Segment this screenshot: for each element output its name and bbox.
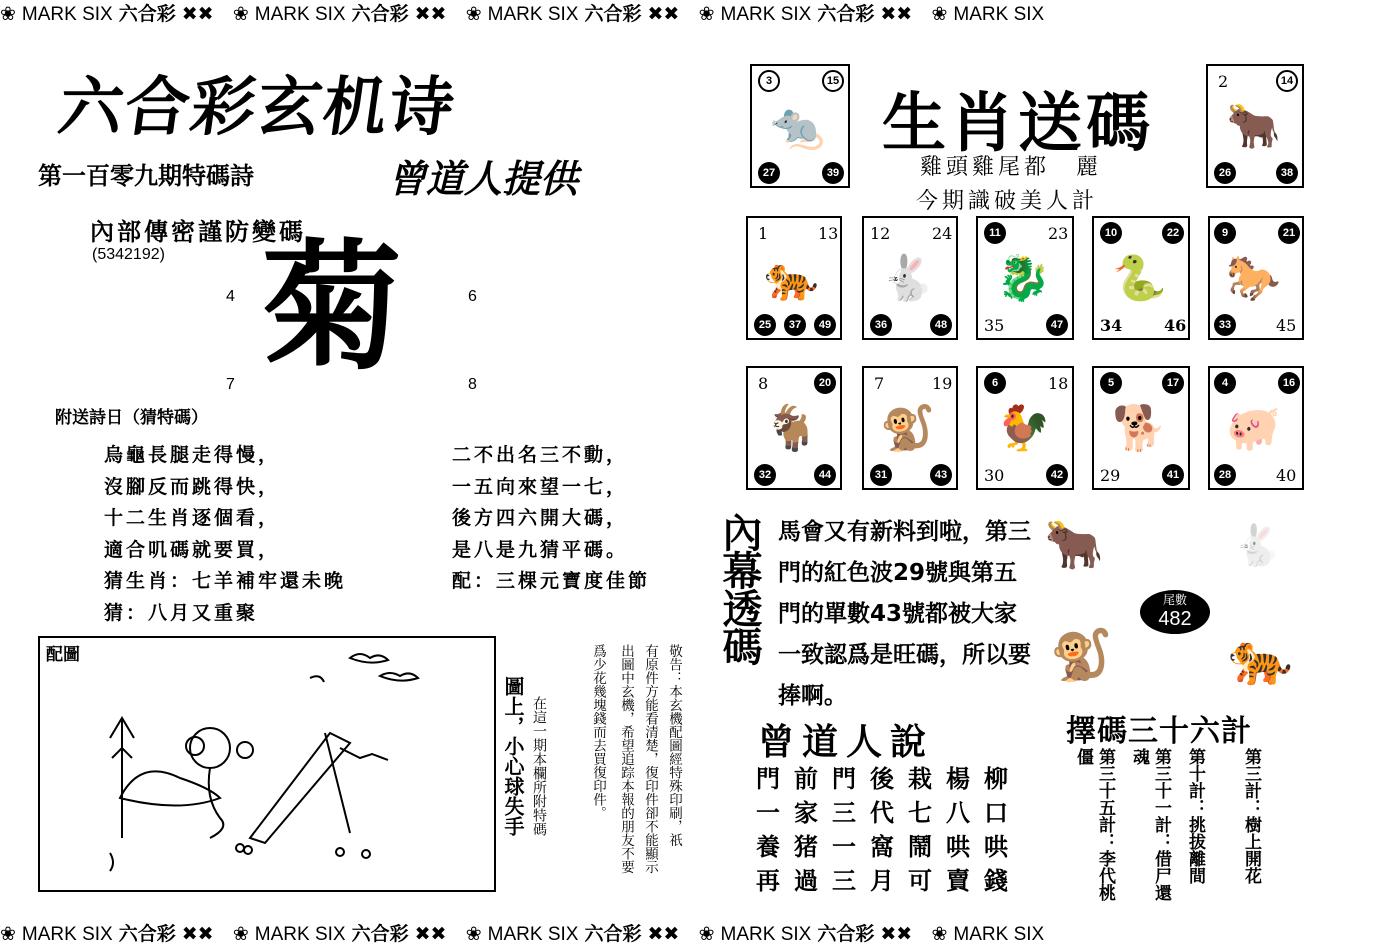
number-ball: 3 (758, 70, 780, 92)
card-number: 8 (758, 374, 769, 393)
number-ball: 17 (1162, 372, 1184, 394)
card-number: 34 (1100, 316, 1123, 335)
zodiac-card-rat (750, 64, 850, 188)
corner-number: 4 (226, 288, 235, 305)
number-ball: 16 (1278, 372, 1300, 394)
banner-mark: MARK SIX (21, 924, 113, 945)
poem-line: 一五向來望一七， (452, 475, 629, 498)
cross-icon: ✖✖ (647, 924, 680, 945)
banner-mark: MARK SIX (487, 4, 579, 25)
rat-kicking-ball-illustration (40, 638, 494, 890)
illustration-box (38, 636, 496, 892)
number-ball: 21 (1278, 222, 1300, 244)
zodiac-card-horse (1208, 216, 1304, 340)
attached-poem-label: 附送詩日（猜特碼） (55, 408, 208, 428)
poem-line: 配：三棵元寶度佳節 (452, 570, 651, 592)
flower-icon: ❀ (232, 4, 249, 25)
poem-line: 猜生肖：七羊補牢還未晚 (104, 570, 347, 592)
tiger-icon: 🐅 (764, 253, 819, 304)
inside-news: 馬會又有新料到啦，第三門的紅色波29號與第五門的單數43號都被大家一致認爲是旺碼，所以要捧啊。 (778, 519, 1031, 709)
number-ball: 28 (1214, 464, 1236, 486)
banner-mark: MARK SIX (21, 4, 113, 25)
card-number: 13 (818, 224, 839, 243)
zodiac-subtitle: 雞頭雞尾都 麗 (920, 155, 1103, 180)
poem-line: 適合叽碼就要買， (104, 538, 281, 561)
number-ball: 42 (1046, 464, 1068, 486)
tail-number-badge (1140, 590, 1210, 634)
banner-cn: 六合彩 (118, 923, 176, 945)
poem-line: 猜：八月又重聚 (104, 601, 259, 624)
notice-col: 敬告：本玄機配圖經特殊印刷，祇 (666, 644, 682, 847)
strategy-col: 第三計：樹上開花 (1241, 748, 1261, 884)
poem-line: 二不出名三不動， (452, 444, 629, 466)
poem-line: 後方四六開大碼， (452, 507, 629, 529)
illustration-label: 配圖 (46, 645, 80, 665)
cross-icon: ✖✖ (414, 4, 447, 25)
number-ball: 22 (1162, 222, 1184, 244)
zeng-line: 再過三月可賣錢 (756, 866, 1022, 895)
secret-text: 內部傳密謹防變碼 (90, 217, 306, 246)
number-ball: 41 (1162, 464, 1184, 486)
card-number: 12 (870, 224, 891, 243)
cross-icon: ✖✖ (414, 924, 447, 945)
number-ball: 20 (814, 372, 836, 394)
poem-left (104, 440, 346, 629)
zodiac-card-tiger (746, 216, 842, 340)
top-banner (0, 0, 1388, 28)
card-number: 35 (984, 316, 1005, 335)
ox-icon: 🐂 (1044, 517, 1104, 573)
provider-title: 曾道人提供 (385, 157, 587, 201)
card-number: 45 (1276, 316, 1297, 335)
card-number: 30 (984, 466, 1005, 485)
corner-number: 6 (468, 288, 477, 305)
notice-col: 出圖中玄機，希望追踪本報的朋友不要 (618, 644, 634, 874)
zodiac-card-rabbit (862, 216, 958, 340)
zodiac-card-dragon (976, 216, 1074, 340)
zodiac-card-goat (746, 366, 842, 490)
strategy-col: 第三十一計：借尸還魂 (1129, 748, 1171, 901)
banner-cn: 六合彩 (584, 923, 642, 945)
number-ball: 49 (814, 314, 836, 336)
card-number: 1 (758, 224, 769, 243)
secret-code: (5342192) (92, 246, 165, 263)
zodiac-subtitle: 今期識破美人計 (916, 189, 1099, 214)
card-number: 23 (1048, 224, 1069, 243)
zodiac-card-pig (1208, 366, 1304, 490)
banner-mark: MARK SIX (254, 4, 346, 25)
number-ball: 33 (1214, 314, 1236, 336)
flower-icon: ❀ (931, 924, 948, 945)
banner-mark: MARK SIX (720, 4, 812, 25)
flower-icon: ❀ (698, 4, 715, 25)
banner-cn: 六合彩 (817, 923, 875, 945)
flower-icon: ❀ (931, 4, 948, 25)
notice-col: 有原件方能看清楚，復印件卻不能顯示 (642, 644, 658, 874)
dog-icon: 🐕 (1112, 403, 1167, 454)
flower-icon: ❀ (0, 4, 16, 25)
card-number: 46 (1164, 316, 1187, 335)
note-col: 在這一期本欄所附特碼 (531, 696, 547, 836)
rabbit-icon: 🐇 (1232, 523, 1282, 569)
number-ball: 39 (822, 162, 844, 184)
number-ball: 14 (1276, 70, 1298, 92)
card-number: 29 (1100, 466, 1121, 485)
number-ball: 11 (984, 222, 1006, 244)
poem-line: 是八是九猜平碼。 (452, 538, 629, 561)
card-number: 40 (1276, 466, 1297, 485)
card-number: 2 (1218, 72, 1229, 91)
number-ball: 48 (930, 314, 952, 336)
issue-title: 第一百零九期特碼詩 (38, 161, 254, 190)
flower-icon: ❀ (698, 924, 715, 945)
tail-label: 尾數 (1162, 593, 1187, 607)
number-ball: 32 (754, 464, 776, 486)
card-number: 18 (1048, 374, 1069, 393)
number-ball: 44 (814, 464, 836, 486)
cross-icon: ✖✖ (181, 924, 214, 945)
zodiac-card-monkey (862, 366, 958, 490)
number-ball: 36 (870, 314, 892, 336)
banner-mark: MARK SIX (953, 4, 1045, 25)
zodiac-card-dog (1092, 366, 1190, 490)
zodiac-card-ox (1206, 64, 1304, 188)
poem-line: 十二生肖逐個看， (104, 507, 281, 529)
monkey-icon: 🐒 (880, 403, 935, 454)
number-ball: 47 (1046, 314, 1068, 336)
main-title: 六合彩玄机诗 (53, 71, 461, 145)
card-number: 19 (932, 374, 953, 393)
number-ball: 15 (822, 70, 844, 92)
banner-mark: MARK SIX (720, 924, 812, 945)
zeng-line: 門前門後栽楊柳 (756, 764, 1022, 793)
ox-icon: 🐂 (1226, 101, 1281, 152)
goat-icon: 🐐 (764, 403, 819, 454)
pig-icon: 🐖 (1226, 403, 1281, 454)
strategy-col: 第十計：挑拔離間 (1185, 748, 1205, 884)
flower-icon: ❀ (465, 4, 482, 25)
banner-mark: MARK SIX (487, 924, 579, 945)
monkey-icon: 🐒 (1050, 626, 1113, 684)
strategy-col: 第三十五計：李代桃僵 (1073, 748, 1115, 901)
banner-cn: 六合彩 (351, 923, 409, 945)
number-ball: 25 (754, 314, 776, 336)
number-ball: 43 (930, 464, 952, 486)
zeng-lines (756, 762, 1022, 898)
inside-label: 內幕透碼 (716, 512, 762, 664)
banner-mark: MARK SIX (953, 924, 1045, 945)
number-ball: 10 (1100, 222, 1122, 244)
note-col: 圖上，小心球失手 (501, 676, 525, 836)
number-ball: 9 (1214, 222, 1236, 244)
bottom-banner (0, 920, 1388, 948)
banner-cn: 六合彩 (817, 3, 875, 25)
dragon-icon: 🐉 (996, 253, 1051, 304)
flower-icon: ❀ (0, 924, 16, 945)
card-number: 24 (932, 224, 953, 243)
corner-number: 7 (226, 376, 235, 393)
strategies-title: 擇碼三十六計 (1066, 714, 1252, 749)
poem-right (452, 440, 650, 598)
zeng-title: 曾道人說 (758, 721, 935, 763)
flower-icon: ❀ (232, 924, 249, 945)
zodiac-card-snake (1092, 216, 1190, 340)
banner-cn: 六合彩 (118, 3, 176, 25)
rooster-icon: 🐓 (996, 403, 1051, 454)
tail-value: 482 (1158, 608, 1192, 630)
poem-line: 烏龜長腿走得慢， (104, 444, 281, 466)
cross-icon: ✖✖ (647, 4, 680, 25)
zeng-line: 一家三代七八口 (756, 798, 1022, 827)
number-ball: 27 (758, 162, 780, 184)
number-ball: 26 (1214, 162, 1236, 184)
zeng-line: 養猪一窩鬧哄哄 (756, 832, 1022, 861)
corner-number: 8 (468, 376, 477, 393)
number-ball: 31 (870, 464, 892, 486)
poem-line: 沒腳反而跳得快， (104, 475, 281, 498)
banner-mark: MARK SIX (254, 924, 346, 945)
number-ball: 6 (984, 372, 1006, 394)
number-ball: 38 (1276, 162, 1298, 184)
snake-icon: 🐍 (1112, 253, 1167, 304)
number-ball: 5 (1100, 372, 1122, 394)
rabbit-icon: 🐇 (880, 253, 935, 304)
cross-icon: ✖✖ (880, 4, 913, 25)
banner-cn: 六合彩 (351, 3, 409, 25)
rat-icon: 🐀 (770, 101, 825, 152)
tiger-icon: 🐅 (1228, 629, 1293, 689)
horse-icon: 🐎 (1226, 253, 1281, 304)
number-ball: 37 (784, 314, 806, 336)
cross-icon: ✖✖ (181, 4, 214, 25)
zodiac-card-rooster (976, 366, 1074, 490)
notice-col: 爲少花幾塊錢而去買復印件。 (590, 644, 606, 820)
zodiac-title: 生肖送碼 (882, 87, 1154, 161)
number-ball: 4 (1214, 372, 1236, 394)
banner-cn: 六合彩 (584, 3, 642, 25)
flower-icon: ❀ (465, 924, 482, 945)
cross-icon: ✖✖ (880, 924, 913, 945)
card-number: 7 (874, 374, 885, 393)
big-character: 菊 (262, 226, 403, 390)
